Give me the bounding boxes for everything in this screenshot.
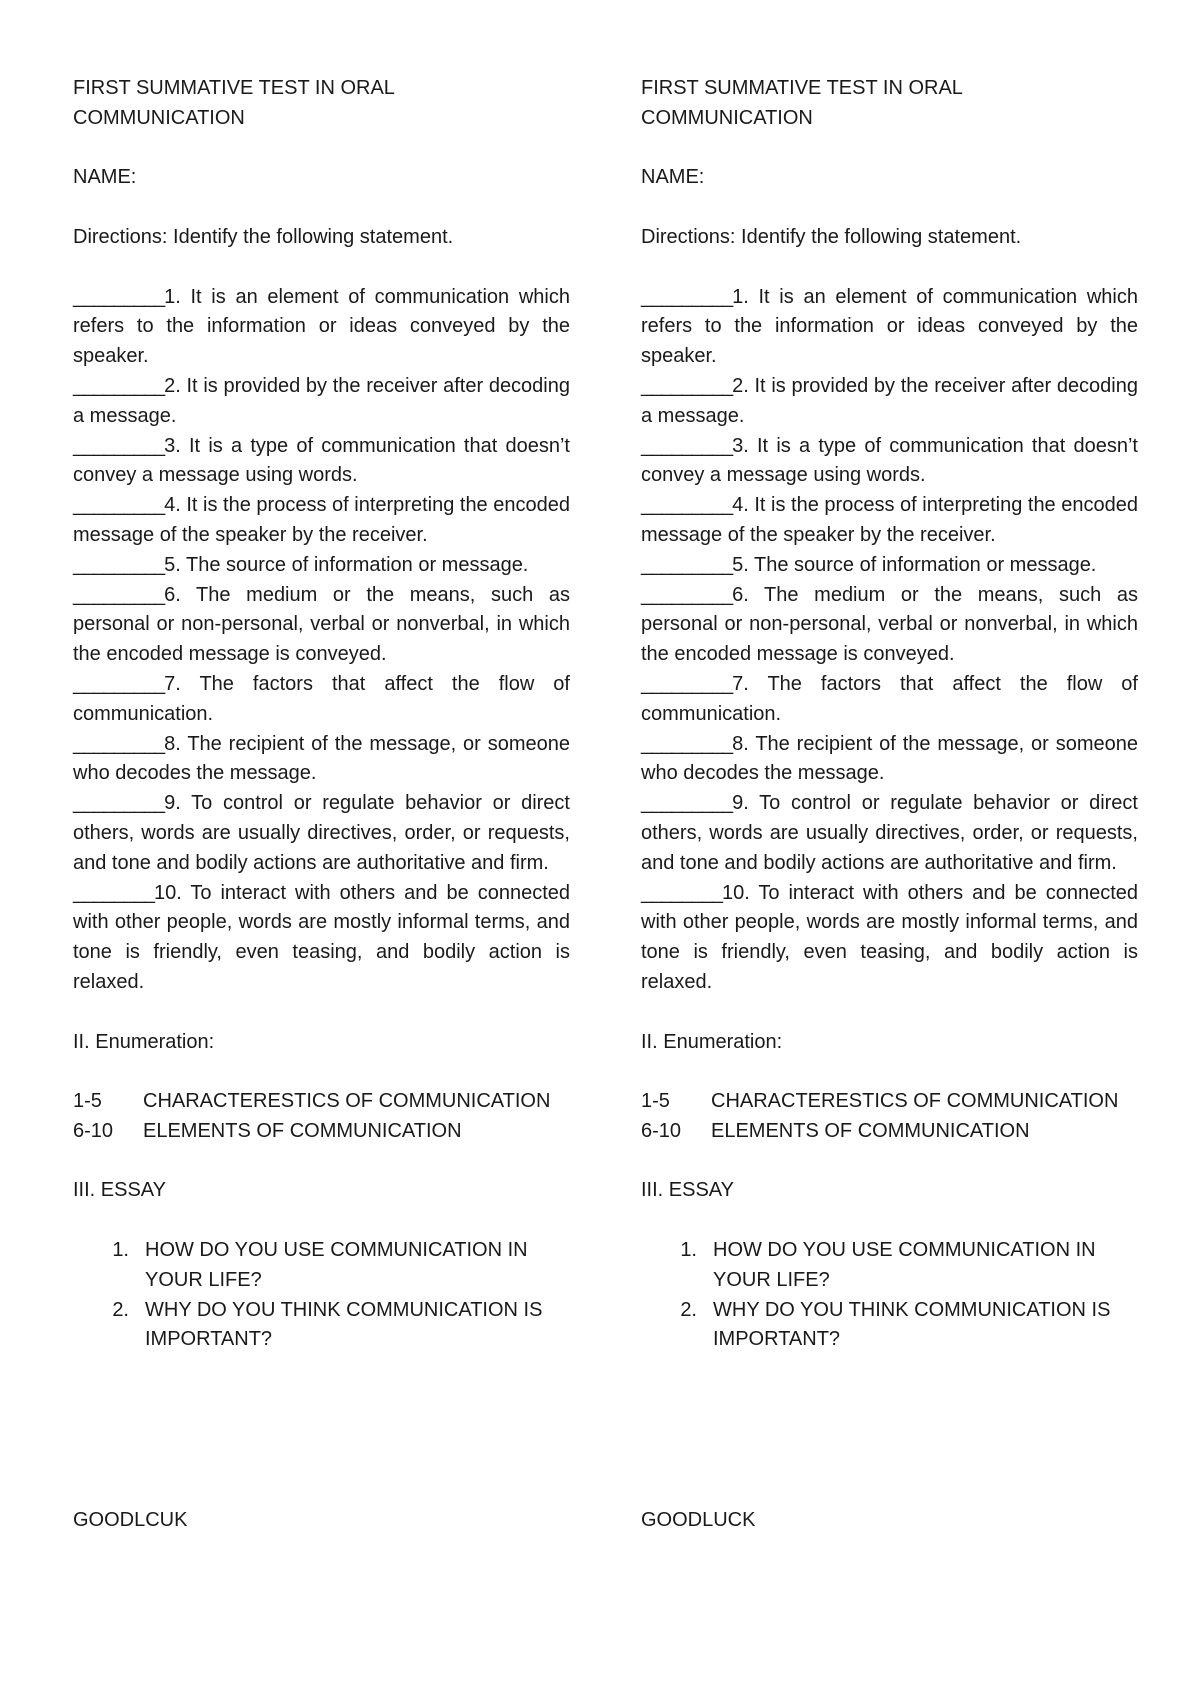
question-item [73,372,570,432]
essay-question: WHY DO YOU THINK COMMUNICATION IS IMPORTANT? [145,1298,543,1351]
left-test-sheet [73,74,570,1355]
question-text: 10. To interact with others and be connected with other people, words are mostly informal terms, and tone is friendly, even teasing, and bodily action is relaxed. [73,881,570,993]
answer-blank: _________ [73,792,165,815]
essay-question: WHY DO YOU THINK COMMUNICATION IS IMPORTANT? [713,1298,1111,1351]
enumeration-range: 6-10 [641,1119,682,1142]
enumeration-row [641,1117,1138,1147]
name-label: NAME: [73,166,137,189]
answer-blank: _________ [641,583,733,606]
question-item [73,789,570,878]
enumeration-heading: II. Enumeration: [73,1030,215,1053]
question-text: 8. The recipient of the message, or someone who decodes the message. [641,732,1138,785]
name-label: NAME: [641,166,705,189]
essay-item [641,1236,1138,1296]
directions-text: Directions: Identify the following statement. [641,225,1022,248]
essay-number: 2. [112,1298,129,1321]
answer-blank: _________ [641,672,733,695]
answer-blank: _________ [641,374,733,397]
enumeration-range: 1-5 [641,1090,670,1113]
directions-text: Directions: Identify the following statement. [73,225,454,248]
question-text: 4. It is the process of interpreting the encoded message of the speaker by the receiver. [73,494,570,546]
enumeration-row [73,1087,570,1117]
identification-list [641,283,1138,998]
right-test-sheet [641,74,1138,1355]
essay-number: 1. [680,1239,697,1262]
enumeration-label: ELEMENTS OF COMMUNICATION [711,1119,1030,1142]
enumeration-row [73,1117,570,1147]
essay-item [641,1296,1138,1356]
answer-blank: _________ [641,732,733,755]
question-text: 6. The medium or the means, such as personal or non-personal, verbal or nonverbal, in which the encoded message is conveyed. [641,583,1138,666]
question-text: 6. The medium or the means, such as personal or non-personal, verbal or nonverbal, in which the encoded message is conveyed. [73,583,570,666]
question-item [641,491,1138,551]
enumeration-label: CHARACTERESTICS OF COMMUNICATION [143,1090,551,1113]
enumeration-label: ELEMENTS OF COMMUNICATION [143,1119,462,1142]
question-item [641,581,1138,670]
essay-question: HOW DO YOU USE COMMUNICATION IN YOUR LIFE? [713,1239,1096,1291]
answer-blank: _________ [641,434,733,457]
question-item [641,789,1138,878]
enumeration-row [641,1087,1138,1117]
question-text: 2. It is provided by the receiver after decoding a message. [73,374,570,427]
question-item [641,670,1138,730]
answer-blank: _________ [73,434,165,457]
question-text: 9. To control or regulate behavior or direct others, words are usually directives, order, or requests, and tone and bodily actions are authoritative and firm. [73,792,570,874]
question-item [641,730,1138,790]
question-text: 1. It is an element of communication which refers to the information or ideas conveyed by the speaker. [73,285,570,368]
question-text: 2. It is provided by the receiver after decoding a message. [641,374,1138,427]
answer-blank: ________ [73,881,154,904]
question-text: 8. The recipient of the message, or someone who decodes the message. [73,732,570,785]
question-item [73,432,570,492]
test-title-line-2: COMMUNICATION [73,106,245,129]
answer-blank: _________ [73,672,165,695]
question-item [641,372,1138,432]
question-text: 3. It is a type of communication that doesn’t convey a message using words. [73,434,570,487]
essay-list [641,1236,1138,1355]
identification-list [73,283,570,998]
question-item [641,551,1138,581]
question-item [73,730,570,790]
question-item [73,491,570,551]
essay-question: HOW DO YOU USE COMMUNICATION IN YOUR LIFE? [145,1239,528,1291]
enumeration-range: 1-5 [73,1090,102,1113]
answer-blank: _________ [73,553,165,576]
question-item [73,551,570,581]
question-text: 7. The factors that affect the flow of communication. [73,672,570,725]
closing-text: GOODLUCK [641,1509,756,1531]
question-item [641,432,1138,492]
question-text: 9. To control or regulate behavior or direct others, words are usually directives, order, or requests, and tone and bodily actions are authoritative and firm. [641,792,1138,874]
question-item [73,879,570,998]
answer-blank: _________ [641,494,733,517]
test-title-line-2: COMMUNICATION [641,106,813,129]
question-text: 7. The factors that affect the flow of communication. [641,672,1138,725]
question-text: 3. It is a type of communication that doesn’t convey a message using words. [641,434,1138,487]
question-text: 10. To interact with others and be connected with other people, words are mostly informal terms, and tone is friendly, even teasing, and bodily action is relaxed. [641,881,1138,993]
essay-item [73,1296,570,1356]
essay-item [73,1236,570,1296]
test-title-line-1: FIRST SUMMATIVE TEST IN ORAL [641,77,963,99]
question-text: 1. It is an element of communication which refers to the information or ideas conveyed by the speaker. [641,285,1138,368]
question-item [73,581,570,670]
answer-blank: ________ [641,881,722,904]
question-item [73,670,570,730]
enumeration-range: 6-10 [73,1119,114,1142]
essay-heading: III. ESSAY [641,1179,734,1202]
enumeration-heading: II. Enumeration: [641,1030,783,1053]
test-title-line-1: FIRST SUMMATIVE TEST IN ORAL [73,77,395,99]
answer-blank: _________ [641,553,733,576]
question-item [641,283,1138,372]
answer-blank: _________ [641,792,733,815]
question-item [73,283,570,372]
answer-blank: _________ [73,285,165,308]
question-text: 4. It is the process of interpreting the encoded message of the speaker by the receiver. [641,494,1138,546]
essay-list [73,1236,570,1355]
enumeration-label: CHARACTERESTICS OF COMMUNICATION [711,1090,1119,1113]
essay-number: 1. [112,1239,129,1262]
answer-blank: _________ [73,374,165,397]
question-item [641,879,1138,998]
question-text: 5. The source of information or message. [164,553,529,576]
answer-blank: _________ [73,583,165,606]
essay-number: 2. [680,1298,697,1321]
essay-heading: III. ESSAY [73,1179,166,1202]
answer-blank: _________ [641,285,733,308]
answer-blank: _________ [73,494,165,517]
answer-blank: _________ [73,732,165,755]
closing-text: GOODLCUK [73,1509,188,1531]
question-text: 5. The source of information or message. [732,553,1097,576]
